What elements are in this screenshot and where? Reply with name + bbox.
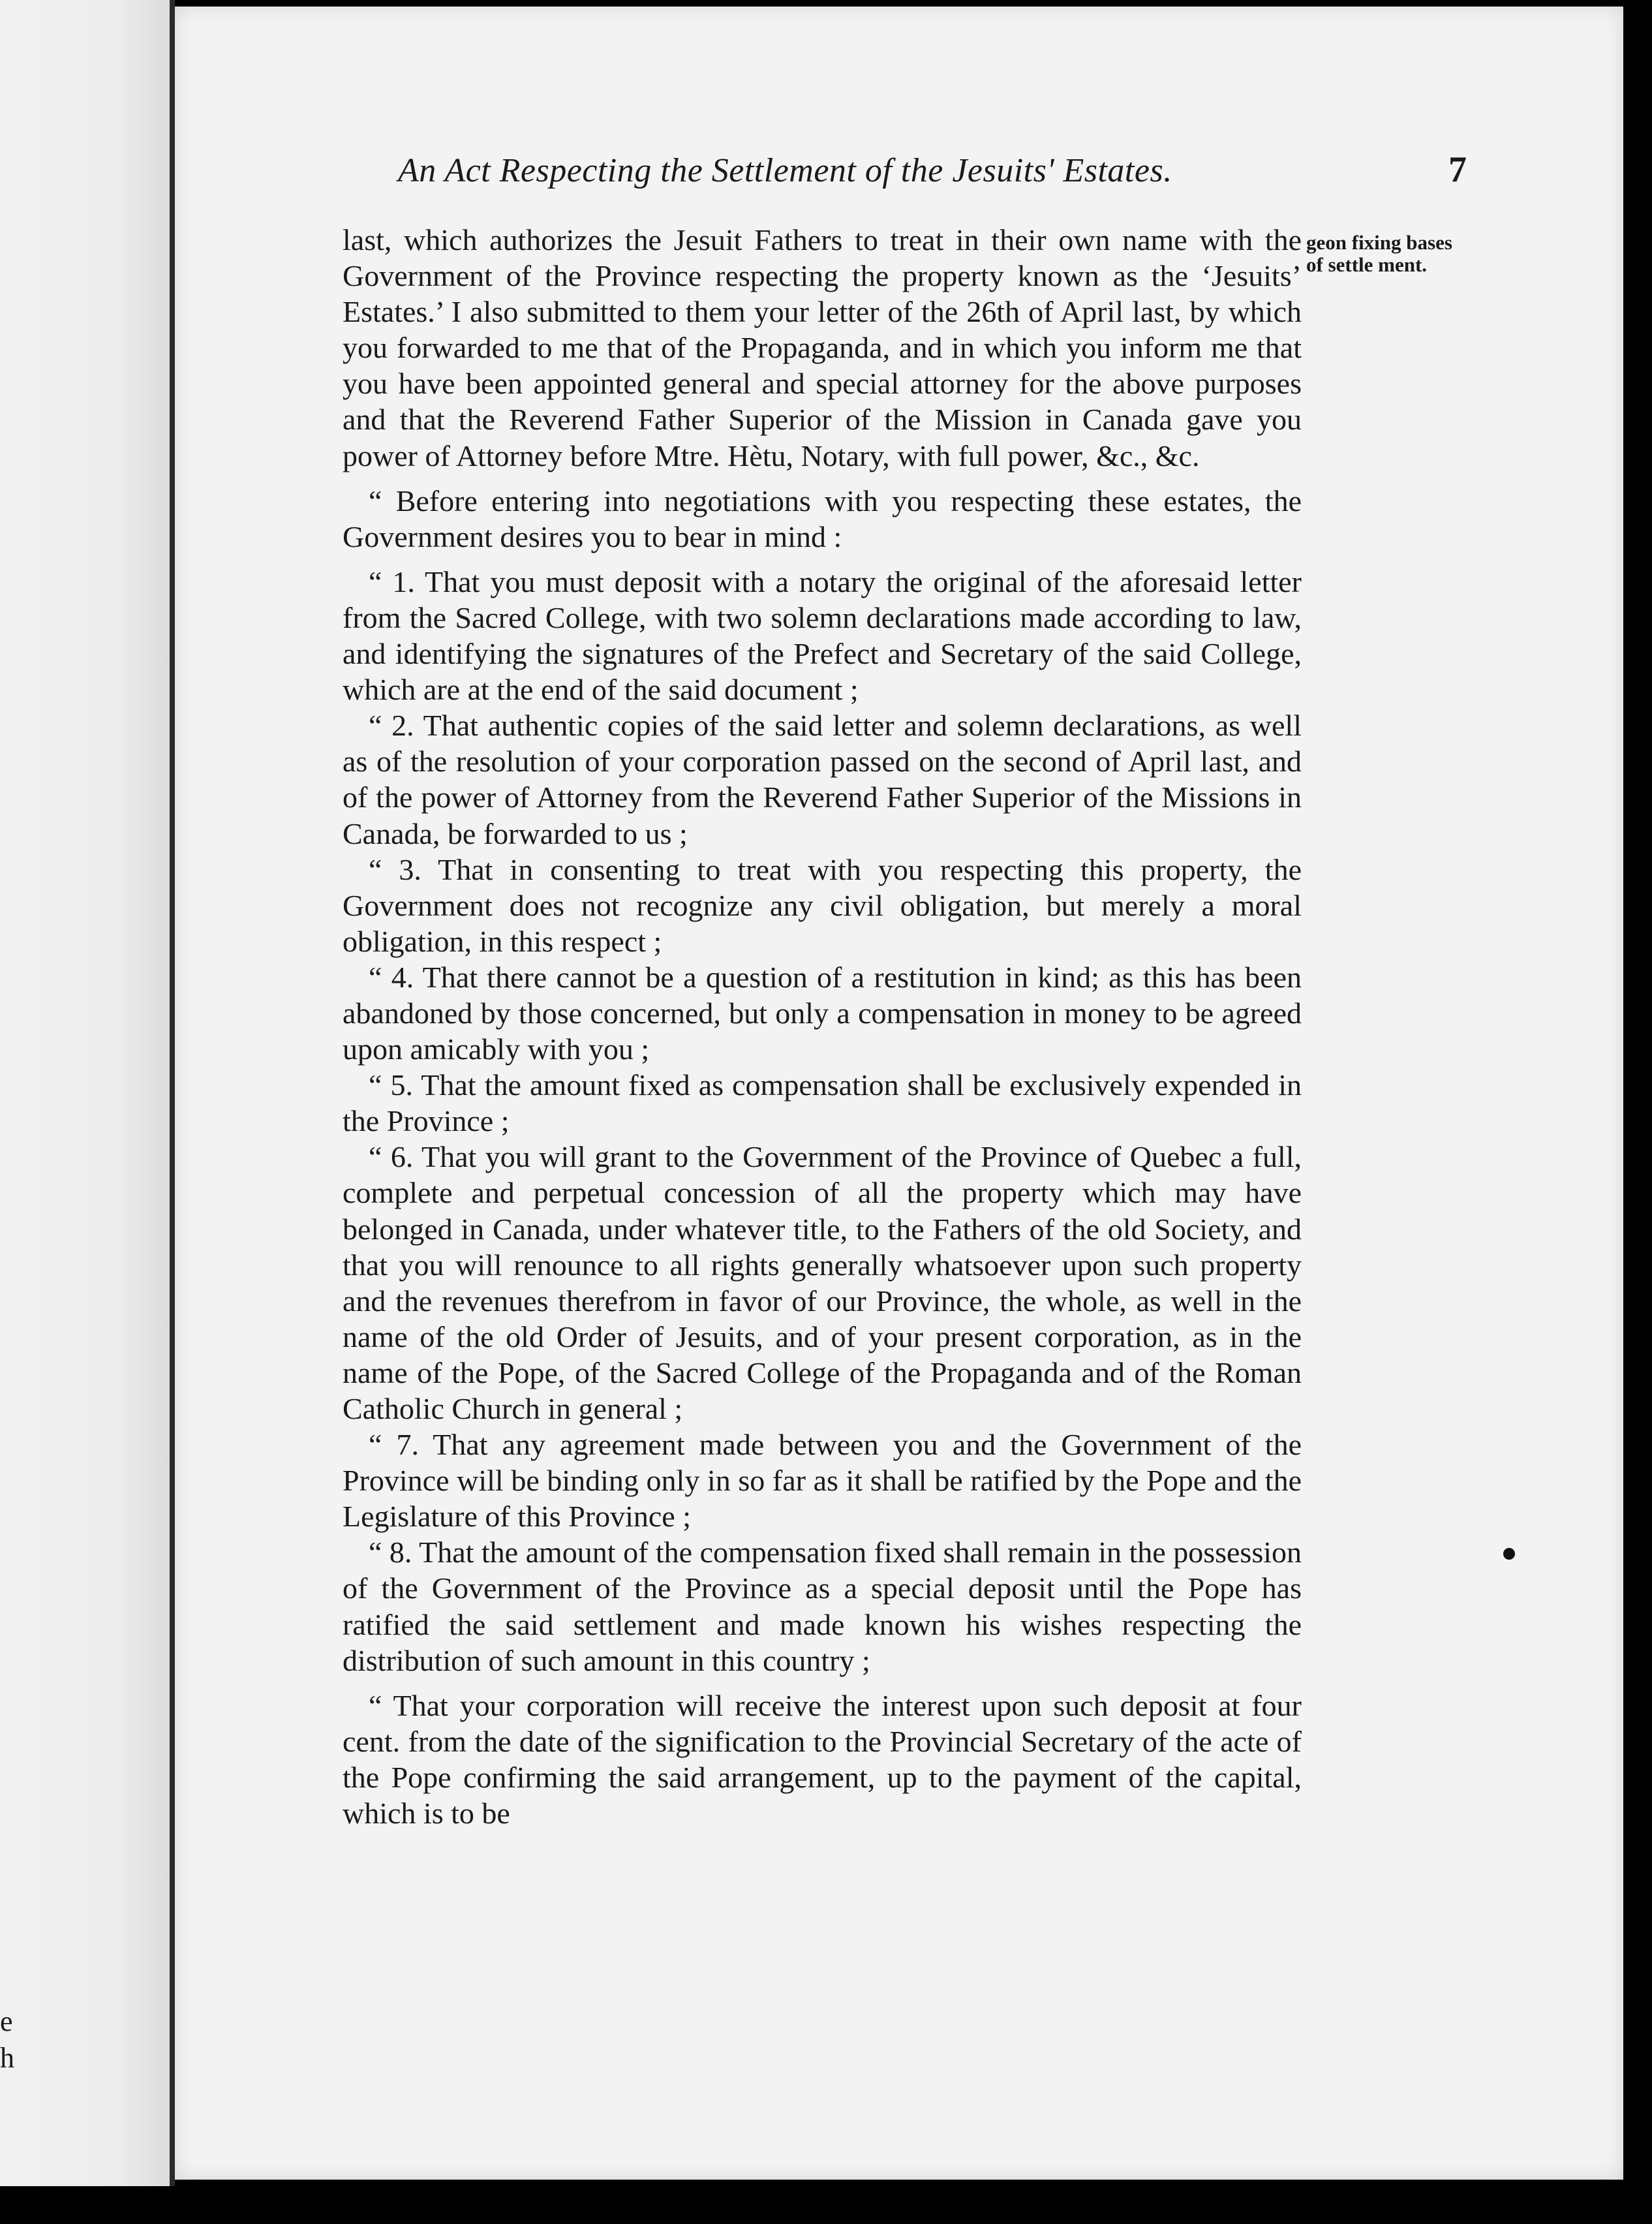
paragraph: “ That your corporation will receive the interest upon such deposit at four cent. from the date of the signification to the Provincial Secretary of the acte of the Pope confirming the said arrangement, up to the payment of the capital, which is to be xyxy=(343,1688,1302,1830)
paragraph: “ 2. That authentic copies of the said letter and solemn declarations, as well as of the resolution of your corporation passed on the second of April last, and of the power of Attorney from the Reverend Father Superior of the Missions in Canada, be forwarded to us ; xyxy=(343,709,1302,850)
paragraph: “ 6. That you will grant to the Government of the Province of Quebec a full, complete and perpetual concession of all the property which may have belonged in Canada, under whatever title, to the Fathers of the old Society, and that you will renounce to all rights generally whatsoever upon such property and the revenues therefrom in favor of our Province, the whole, as well in the name of the old Order of Jesuits, and of your present corporation, as in the name of the Pope, of the Sacred College of the Propaganda and of the Roman Catholic Church in general ; xyxy=(343,1140,1302,1425)
facing-page-fragment: h xyxy=(0,2042,14,2074)
facing-page-text-fragments xyxy=(0,2003,26,2077)
facing-page xyxy=(0,0,170,2186)
paragraph: “ 5. That the amount fixed as compensation shall be exclusively expended in the Province ; xyxy=(343,1068,1302,1138)
paragraph: “ 7. That any agreement made between you and the Government of the Province will be binding only in so far as it shall be ratified by the Pope and the Legislature of this Province ; xyxy=(343,1428,1302,1534)
book-spine xyxy=(170,0,175,2186)
running-head: An Act Respecting the Settlement of the Jesuits' Estates. xyxy=(398,152,1172,189)
ink-spot xyxy=(1503,1548,1515,1560)
paragraph: “ 1. That you must deposit with a notary the original of the aforesaid letter from the Sacred College, with two solemn declarations made according to law, and identifying the signatures of the Prefect and Secretary of the said College, which are at the end of the said document ; xyxy=(343,564,1302,707)
paragraph: “ 8. That the amount of the compensation fixed shall remain in the possession of the Government of the Province as a special deposit until the Pope has ratified the said settlement and made known his wishes respecting the distribution of such amount in this country ; xyxy=(343,1536,1302,1677)
margin-note: geon fixing bases of settle ment. xyxy=(1306,231,1452,276)
paragraph: “ 3. That in consenting to treat with you respecting this property, the Government does not recognize any civil obligation, but merely a moral obligation, in this respect ; xyxy=(343,852,1302,958)
paragraph: last, which authorizes the Jesuit Fathers to treat in their own name with the Government of the Province respecting the property known as the ‘Jesuits’ Estates.’ I also submitted to them your letter of the 26th of April last, by which you forwarded to me that of the Propaganda, and in which you inform me that you have been appointed general and special attorney for the above purposes and that the Reverend Father Superior of the Mission in Canada gave you power of Attorney before Mtre. Hètu, Notary, with full power, &c., &c. xyxy=(343,223,1302,472)
paragraph: “ 4. That there cannot be a question of a restitution in kind; as this has been abandoned by those concerned, but only a compensation in money to be agreed upon amicably with you ; xyxy=(343,960,1302,1066)
page-number: 7 xyxy=(1448,149,1467,190)
facing-page-fragment: e xyxy=(0,2005,13,2037)
body-text xyxy=(343,222,1302,1831)
paragraph: “ Before entering into negotiations with you respecting these estates, the Government desires you to bear in mind : xyxy=(343,484,1302,553)
